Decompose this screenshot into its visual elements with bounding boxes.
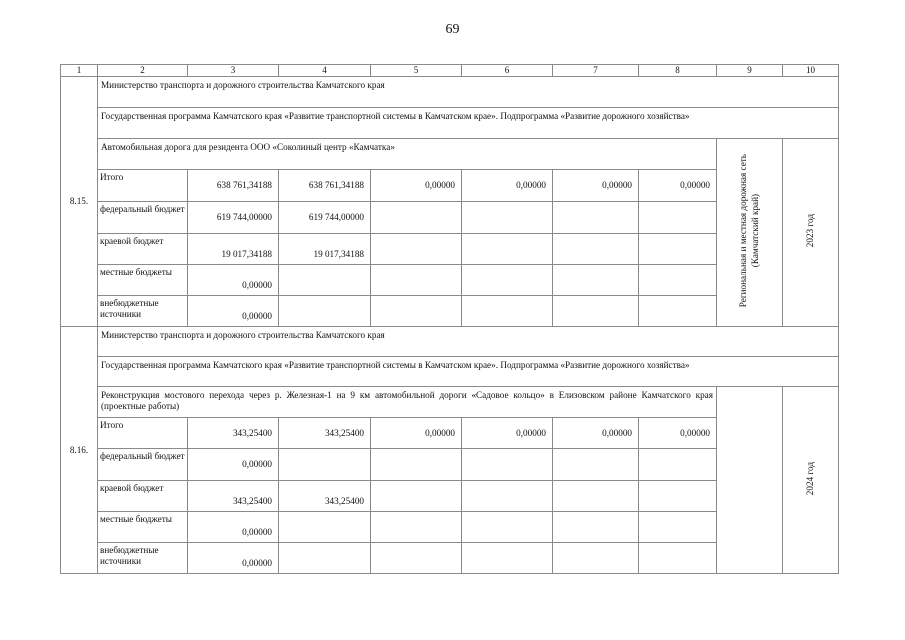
table-row bbox=[61, 387, 839, 418]
value-cell: 0,00000 bbox=[462, 418, 553, 449]
table-row bbox=[61, 77, 839, 108]
program-name: Государственная программа Камчатского края «Развитие транспортной системы в Камчатском крае». Подпрограмма «Развитие дорожного хозяйства» bbox=[98, 357, 839, 387]
value-cell bbox=[371, 512, 462, 543]
row-label: местные бюджеты bbox=[98, 265, 188, 296]
value-cell bbox=[371, 202, 462, 234]
value-cell: 619 744,00000 bbox=[279, 202, 371, 234]
value-cell bbox=[553, 543, 639, 574]
value-cell bbox=[371, 543, 462, 574]
value-cell: 343,25400 bbox=[188, 481, 279, 512]
value-cell bbox=[553, 449, 639, 481]
object-name: Автомобильная дорога для резидента ООО «Соколиный центр «Камчатка» bbox=[98, 139, 717, 170]
row-label: местные бюджеты bbox=[98, 512, 188, 543]
column-number: 9 bbox=[717, 65, 783, 77]
column-number: 8 bbox=[639, 65, 717, 77]
year-cell bbox=[783, 387, 839, 574]
section-number: 8.16. bbox=[61, 327, 98, 574]
object-name: Реконструкция мостового перехода через р. Железная-1 на 9 км автомобильной дороги «Садовое кольцо» в Елизовском районе Камчатского края (проектные работы) bbox=[98, 387, 717, 418]
value-cell: 0,00000 bbox=[188, 543, 279, 574]
section-number: 8.15. bbox=[61, 77, 98, 327]
value-cell bbox=[553, 265, 639, 296]
value-cell bbox=[553, 512, 639, 543]
implementation-year: 2024 год bbox=[804, 461, 815, 496]
value-cell bbox=[553, 296, 639, 327]
value-cell bbox=[462, 202, 553, 234]
value-cell bbox=[462, 296, 553, 327]
value-cell bbox=[462, 481, 553, 512]
table-row bbox=[61, 357, 839, 387]
value-cell: 0,00000 bbox=[188, 265, 279, 296]
value-cell bbox=[371, 296, 462, 327]
value-cell bbox=[279, 265, 371, 296]
column-number: 5 bbox=[371, 65, 462, 77]
value-cell: 0,00000 bbox=[639, 170, 717, 202]
value-cell bbox=[371, 265, 462, 296]
row-label: внебюджетные источники bbox=[98, 296, 188, 327]
value-cell bbox=[279, 296, 371, 327]
column-number: 10 bbox=[783, 65, 839, 77]
value-cell: 0,00000 bbox=[188, 449, 279, 481]
ministry-name: Министерство транспорта и дорожного строительства Камчатского края bbox=[98, 327, 839, 357]
value-cell: 343,25400 bbox=[279, 481, 371, 512]
network-type-cell bbox=[717, 387, 783, 574]
value-cell: 343,25400 bbox=[279, 418, 371, 449]
value-cell bbox=[639, 296, 717, 327]
column-number: 7 bbox=[553, 65, 639, 77]
row-label: Итого bbox=[98, 418, 188, 449]
network-type-cell bbox=[717, 139, 783, 327]
value-cell bbox=[639, 481, 717, 512]
row-label: краевой бюджет bbox=[98, 481, 188, 512]
row-label: федеральный бюджет bbox=[98, 202, 188, 234]
table-row bbox=[61, 139, 839, 170]
column-header-row bbox=[61, 65, 839, 77]
value-cell: 638 761,34188 bbox=[279, 170, 371, 202]
value-cell bbox=[371, 234, 462, 265]
value-cell bbox=[371, 481, 462, 512]
value-cell: 0,00000 bbox=[188, 512, 279, 543]
table-row bbox=[61, 327, 839, 357]
value-cell: 0,00000 bbox=[371, 170, 462, 202]
value-cell bbox=[553, 234, 639, 265]
value-cell: 19 017,34188 bbox=[279, 234, 371, 265]
value-cell bbox=[462, 265, 553, 296]
value-cell: 638 761,34188 bbox=[188, 170, 279, 202]
program-name: Государственная программа Камчатского края «Развитие транспортной системы в Камчатском крае». Подпрограмма «Развитие дорожного хозяйства» bbox=[98, 108, 839, 139]
value-cell bbox=[639, 449, 717, 481]
value-cell: 19 017,34188 bbox=[188, 234, 279, 265]
value-cell bbox=[462, 512, 553, 543]
value-cell bbox=[639, 265, 717, 296]
column-number: 4 bbox=[279, 65, 371, 77]
network-type: Региональная и местная дорожная сеть (Камчатский край) bbox=[737, 154, 760, 308]
value-cell bbox=[462, 234, 553, 265]
value-cell: 0,00000 bbox=[188, 296, 279, 327]
column-number: 3 bbox=[188, 65, 279, 77]
value-cell bbox=[639, 234, 717, 265]
value-cell: 0,00000 bbox=[462, 170, 553, 202]
value-cell bbox=[639, 202, 717, 234]
value-cell bbox=[553, 202, 639, 234]
value-cell bbox=[279, 512, 371, 543]
budget-table bbox=[60, 64, 839, 574]
value-cell: 0,00000 bbox=[639, 418, 717, 449]
value-cell bbox=[553, 481, 639, 512]
row-label: Итого bbox=[98, 170, 188, 202]
row-label: краевой бюджет bbox=[98, 234, 188, 265]
implementation-year: 2023 год bbox=[804, 214, 815, 248]
column-number: 1 bbox=[61, 65, 98, 77]
page-number: 69 bbox=[445, 22, 460, 37]
value-cell: 0,00000 bbox=[553, 418, 639, 449]
row-label: внебюджетные источники bbox=[98, 543, 188, 574]
value-cell bbox=[462, 449, 553, 481]
column-number: 2 bbox=[98, 65, 188, 77]
value-cell bbox=[462, 543, 553, 574]
value-cell bbox=[639, 543, 717, 574]
row-label: федеральный бюджет bbox=[98, 449, 188, 481]
value-cell bbox=[639, 512, 717, 543]
value-cell: 0,00000 bbox=[371, 418, 462, 449]
table-row bbox=[61, 108, 839, 139]
value-cell bbox=[279, 449, 371, 481]
value-cell: 0,00000 bbox=[553, 170, 639, 202]
value-cell: 343,25400 bbox=[188, 418, 279, 449]
ministry-name: Министерство транспорта и дорожного строительства Камчатского края bbox=[98, 77, 839, 108]
value-cell bbox=[279, 543, 371, 574]
value-cell bbox=[371, 449, 462, 481]
value-cell: 619 744,00000 bbox=[188, 202, 279, 234]
column-number: 6 bbox=[462, 65, 553, 77]
year-cell bbox=[783, 139, 839, 327]
